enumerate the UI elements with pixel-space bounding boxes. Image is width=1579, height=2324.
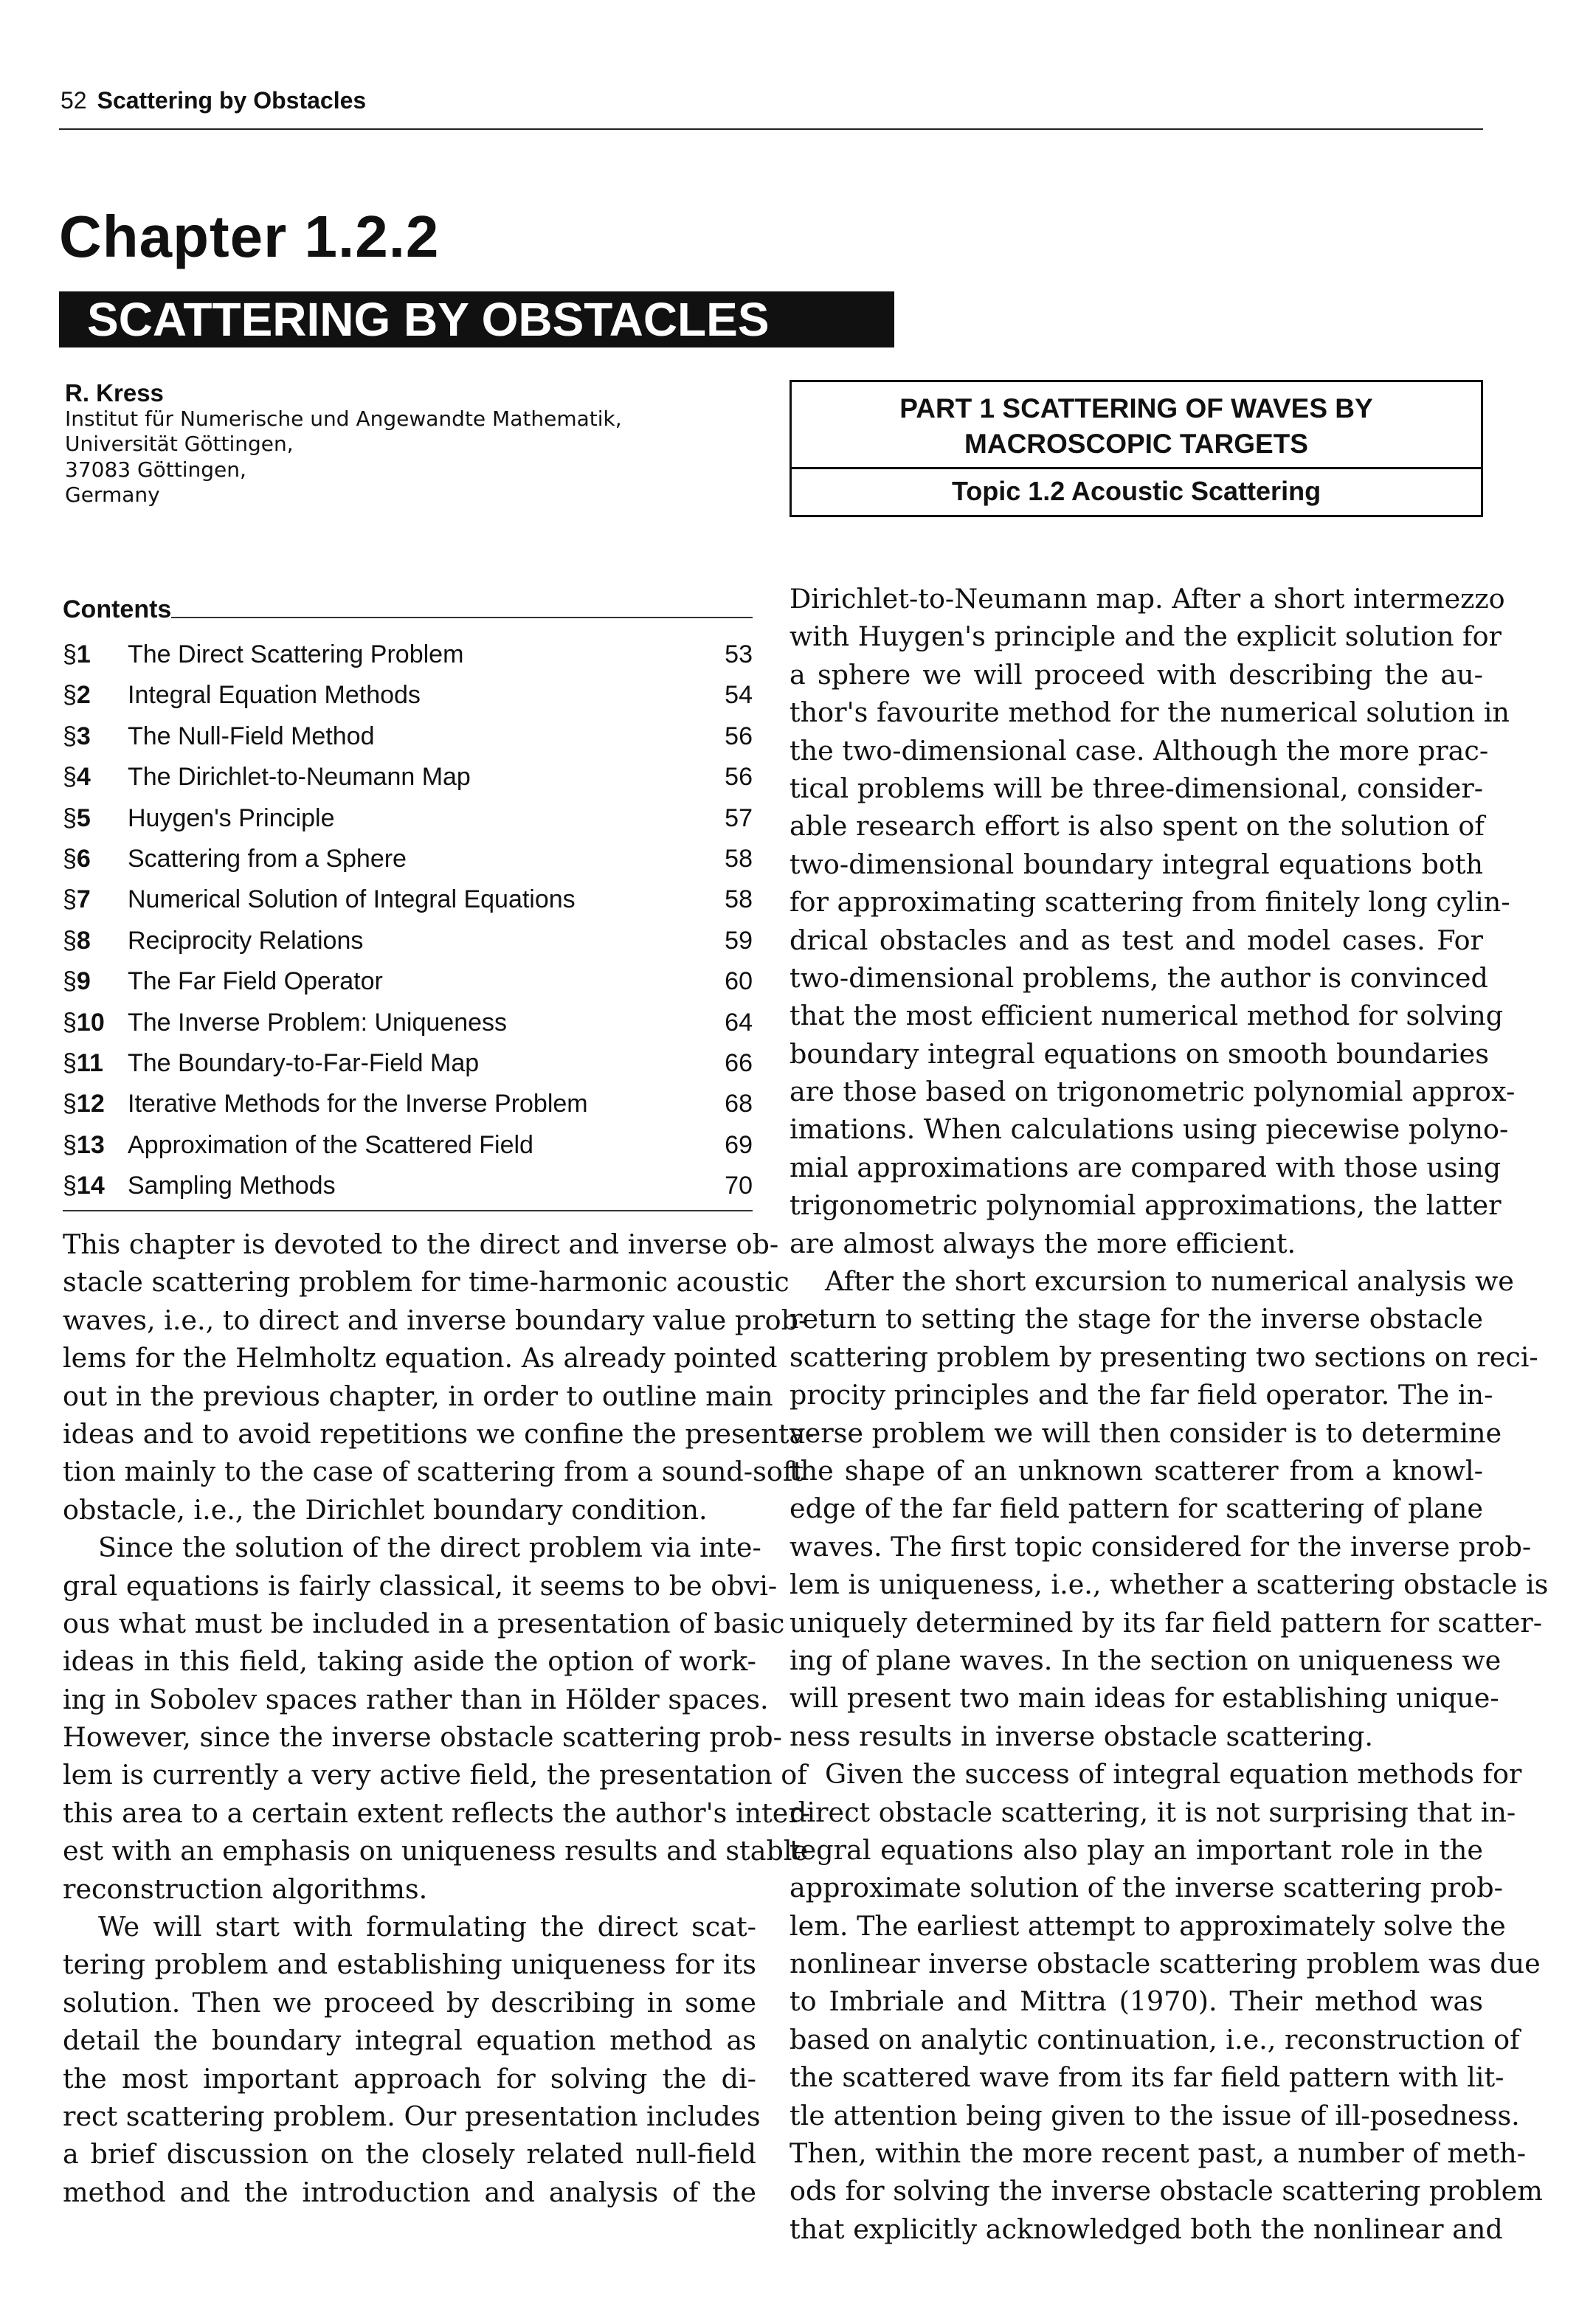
text-line: out in the previous chapter, in order to outline main (63, 1380, 773, 1412)
section-page: 70 (725, 1172, 753, 1200)
text-line: edge of the far field pattern for scattering of plane (790, 1493, 1483, 1525)
part-topic-box (790, 380, 1483, 517)
section-page: 57 (725, 803, 753, 832)
text-line: mial approximations are compared with those using (790, 1151, 1502, 1183)
text-line: scattering problem by presenting two sections on reci- (790, 1341, 1538, 1373)
text-line: lem is currently a very active field, the presentation of (63, 1759, 807, 1791)
text-line: ing in Sobolev spaces rather than in Hölder spaces. (63, 1683, 769, 1715)
section-number: §1 (63, 640, 91, 668)
section-title: The Inverse Problem: Uniqueness (128, 1008, 508, 1037)
paragraph (790, 580, 1516, 1262)
text-line: are almost always the more efficient. (790, 1227, 1296, 1259)
section-title: The Dirichlet-to-Neumann Map (128, 763, 471, 792)
part-title-line: PART 1 SCATTERING OF WAVES BY (899, 393, 1373, 423)
text-line: procity principles and the far field operator. The in- (790, 1379, 1493, 1411)
text-line: ideas and to avoid repetitions we confine the presenta- (63, 1417, 815, 1450)
paragraph (63, 1225, 815, 1529)
toc-entry[interactable] (63, 839, 753, 879)
chapter-title-banner: SCATTERING BY OBSTACLES (59, 291, 894, 347)
text-line: for approximating scattering from finitely long cylin- (790, 886, 1510, 919)
text-line: direct obstacle scattering, it is not surprising that in- (790, 1796, 1516, 1828)
section-page: 56 (725, 763, 753, 792)
text-line: uniquely determined by its far field pattern for scatter- (790, 1606, 1543, 1639)
text-line: obstacle, i.e., the Dirichlet boundary condition. (63, 1493, 708, 1526)
section-number-value: 6 (76, 844, 91, 873)
section-number-value: 1 (76, 640, 91, 668)
text-line: thor's favourite method for the numerical solution in (790, 696, 1510, 729)
toc-entry[interactable] (63, 675, 753, 716)
text-line: able research effort is also spent on the solution of (790, 810, 1485, 843)
running-head (61, 87, 366, 114)
section-page: 56 (725, 722, 753, 750)
paragraph (63, 1529, 811, 1908)
text-line: Dirichlet-to-Neumann map. After a short intermezzo (790, 583, 1505, 615)
section-number-value: 3 (76, 722, 91, 750)
text-line: boundary integral equations on smooth boundaries (790, 1037, 1489, 1070)
section-title: Approximation of the Scattered Field (128, 1130, 533, 1159)
section-title: Numerical Solution of Integral Equations (128, 885, 576, 914)
text-line: reconstruction algorithms. (63, 1872, 428, 1905)
body-column-left (63, 1225, 815, 2211)
text-line: ods for solving the inverse obstacle scattering problem (790, 2175, 1543, 2207)
toc-entry[interactable] (63, 798, 753, 839)
text-line: lem is uniqueness, i.e., whether a scattering obstacle is (790, 1569, 1549, 1601)
section-number: §4 (63, 763, 91, 792)
section-number: §14 (63, 1172, 105, 1200)
contents-label: Contents (63, 595, 172, 623)
section-number-value: 14 (76, 1172, 105, 1200)
affiliation-line: Institut für Numerische und Angewandte Mathematik, (65, 406, 622, 431)
text-line: After the short excursion to numerical analysis we (825, 1265, 1514, 1298)
text-line: that explicitly acknowledged both the nonlinear and (790, 2213, 1503, 2245)
toc-entry[interactable] (63, 716, 753, 757)
text-line: ness results in inverse obstacle scattering. (790, 1720, 1373, 1752)
section-number-value: 2 (76, 681, 91, 710)
text-line: We will start with formulating the direct scat- (98, 1911, 756, 1943)
text-line: this area to a certain extent reflects the author's inter- (63, 1796, 811, 1829)
toc-entry[interactable] (63, 879, 753, 920)
contents-rule (171, 617, 753, 618)
text-line: ous what must be included in a presentation of basic (63, 1607, 785, 1639)
text-line: trigonometric polynomial approximations, the latter (790, 1189, 1502, 1222)
affiliation-line: Universität Göttingen, (65, 432, 294, 456)
text-line: tion mainly to the case of scattering from a sound-soft (63, 1456, 804, 1488)
text-line: ing of plane waves. In the section on uniqueness we (790, 1644, 1502, 1676)
text-line: the two-dimensional case. Although the more prac- (790, 734, 1489, 767)
section-number: §5 (63, 803, 91, 832)
text-line: a brief discussion on the closely related null-field (63, 2138, 756, 2171)
toc-entry[interactable] (63, 1125, 753, 1166)
section-title: Scattering from a Sphere (128, 844, 407, 873)
section-number-value: 13 (76, 1130, 105, 1159)
section-title: Sampling Methods (128, 1172, 336, 1200)
section-number: §10 (63, 1008, 105, 1037)
text-line: method and the introduction and analysis of the (63, 2176, 756, 2208)
text-line: Since the solution of the direct problem via inte- (98, 1532, 761, 1564)
text-line: two-dimensional boundary integral equations both (790, 848, 1483, 880)
toc-entry[interactable] (63, 1084, 753, 1124)
header-rule (59, 128, 1483, 130)
section-number-value: 7 (76, 885, 91, 914)
contents-header (63, 590, 753, 624)
text-line: ideas in this field, taking aside the option of work- (63, 1645, 756, 1678)
section-number: §9 (63, 967, 91, 996)
section-title: The Null-Field Method (128, 722, 375, 750)
body-column-right (790, 580, 1549, 2248)
section-page: 60 (725, 967, 753, 996)
text-line: However, since the inverse obstacle scattering prob- (63, 1721, 783, 1754)
section-page: 66 (725, 1048, 753, 1077)
text-line: nonlinear inverse obstacle scattering problem was due (790, 1948, 1541, 1980)
text-line: lem. The earliest attempt to approximately solve the (790, 1909, 1506, 1942)
text-line: stacle scattering problem for time-harmonic acoustic (63, 1266, 790, 1298)
affiliation-line: Germany (65, 483, 160, 507)
text-line: waves. The first topic considered for the inverse prob- (790, 1530, 1532, 1563)
paragraph (790, 1262, 1549, 1755)
section-title: The Far Field Operator (128, 967, 383, 996)
section-page: 58 (725, 844, 753, 873)
section-title: Huygen's Principle (128, 803, 335, 832)
section-title: Iterative Methods for the Inverse Problem (128, 1090, 588, 1118)
section-number-value: 12 (76, 1090, 105, 1118)
topic-title: Topic 1.2 Acoustic Scattering (951, 476, 1321, 506)
text-line: waves, i.e., to direct and inverse boundary value prob- (63, 1304, 808, 1336)
section-number-value: 11 (76, 1048, 103, 1077)
section-number: §6 (63, 844, 91, 873)
text-line: Then, within the more recent past, a number of meth- (790, 2137, 1527, 2170)
section-page: 69 (725, 1130, 753, 1159)
text-line: tegral equations also play an important role in the (790, 1833, 1483, 1866)
toc-entry[interactable] (63, 961, 753, 1002)
text-line: that the most efficient numerical method for solving (790, 1000, 1504, 1032)
section-number-value: 10 (76, 1008, 105, 1037)
section-number: §7 (63, 885, 91, 914)
part-title (792, 382, 1481, 469)
page-number: 52 (61, 87, 87, 114)
section-number: §3 (63, 722, 91, 750)
section-number: §13 (63, 1130, 105, 1159)
section-title: The Boundary-to-Far-Field Map (128, 1048, 480, 1077)
section-number: §2 (63, 681, 91, 710)
section-page: 54 (725, 681, 753, 710)
section-page: 68 (725, 1090, 753, 1118)
section-title: The Direct Scattering Problem (128, 640, 464, 668)
toc-entry[interactable] (63, 1043, 753, 1084)
text-line: lems for the Helmholtz equation. As already pointed (63, 1342, 778, 1374)
running-head-title: Scattering by Obstacles (97, 87, 367, 114)
contents-bottom-rule (63, 1210, 753, 1211)
text-line: two-dimensional problems, the author is convinced (790, 961, 1488, 994)
section-number-value: 8 (76, 926, 91, 955)
paragraph (790, 1755, 1543, 2248)
section-number: §11 (63, 1048, 103, 1077)
text-line: gral equations is fairly classical, it seems to be obvi- (63, 1569, 778, 1602)
text-line: a sphere we will proceed with describing the au- (790, 658, 1483, 691)
text-line: the most important approach for solving the di- (63, 2062, 756, 2095)
section-page: 64 (725, 1008, 753, 1037)
toc-entry[interactable] (63, 634, 753, 675)
section-number: §8 (63, 926, 91, 955)
text-line: are those based on trigonometric polynomial approx- (790, 1076, 1516, 1108)
text-line: the shape of an unknown scatterer from a knowl- (790, 1454, 1483, 1487)
text-line: rect scattering problem. Our presentation includes (63, 2100, 761, 2132)
chapter-number: Chapter 1.2.2 (59, 204, 440, 269)
section-number-value: 5 (76, 803, 91, 832)
author-name: R. Kress (65, 379, 164, 407)
text-line: This chapter is devoted to the direct and inverse ob- (63, 1228, 779, 1260)
text-line: with Huygen's principle and the explicit solution for (790, 620, 1502, 653)
text-line: detail the boundary integral equation method as (63, 2024, 756, 2057)
text-line: approximate solution of the inverse scattering prob- (790, 1872, 1503, 1904)
affiliation-line: 37083 Göttingen, (65, 457, 246, 482)
text-line: the scattered wave from its far field pattern with lit- (790, 2061, 1504, 2094)
text-line: return to setting the stage for the inverse obstacle (790, 1303, 1483, 1335)
section-title: Integral Equation Methods (128, 681, 421, 710)
text-line: to Imbriale and Mittra (1970). Their method was (790, 1985, 1483, 2018)
text-line: will present two main ideas for establishing unique- (790, 1682, 1499, 1715)
text-line: imations. When calculations using piecewise polyno- (790, 1113, 1509, 1146)
toc-entry[interactable] (63, 757, 753, 798)
text-line: Given the success of integral equation methods for (825, 1758, 1522, 1791)
text-line: verse problem we will then consider is to determine (790, 1417, 1502, 1449)
author-block (65, 381, 622, 508)
text-line: est with an emphasis on uniqueness results and stable (63, 1835, 809, 1867)
toc-entry[interactable] (63, 1003, 753, 1043)
toc-entry[interactable] (63, 1166, 753, 1206)
section-number-value: 4 (76, 763, 91, 792)
table-of-contents (63, 590, 753, 1206)
text-line: based on analytic continuation, i.e., reconstruction of (790, 2023, 1520, 2055)
paragraph (63, 1908, 761, 2211)
section-page: 58 (725, 885, 753, 914)
section-number-value: 9 (76, 967, 91, 996)
text-line: tle attention being given to the issue of ill-posedness. (790, 2099, 1520, 2131)
text-line: drical obstacles and as test and model cases. For (790, 924, 1483, 956)
section-page: 53 (725, 640, 753, 668)
section-number: §12 (63, 1090, 105, 1118)
section-title: Reciprocity Relations (128, 926, 364, 955)
toc-entry[interactable] (63, 921, 753, 961)
section-page: 59 (725, 926, 753, 955)
text-line: tical problems will be three-dimensional, consider- (790, 772, 1484, 804)
part-title-line: MACROSCOPIC TARGETS (964, 429, 1308, 459)
text-line: tering problem and establishing uniqueness for its (63, 1948, 756, 1981)
text-line: solution. Then we proceed by describing in some (63, 1986, 756, 2019)
